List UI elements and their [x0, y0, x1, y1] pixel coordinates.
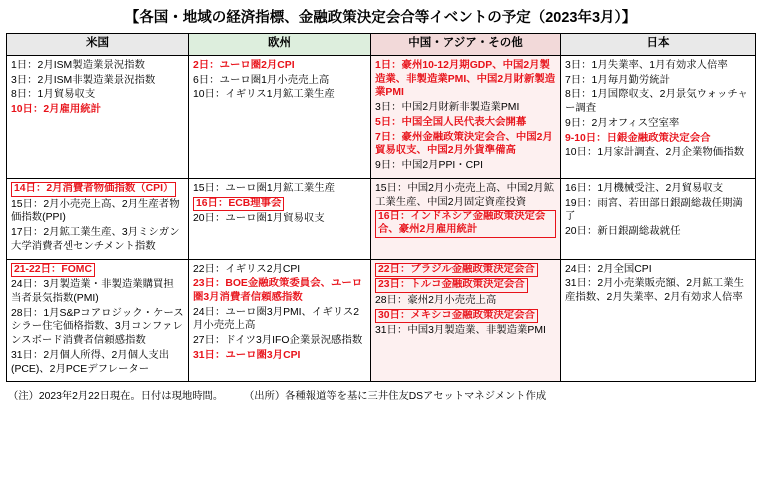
cell-jp-week1: [561, 56, 756, 179]
event-item: 10日：イギリス1月鉱工業生産: [193, 89, 335, 101]
event-calendar-table: [6, 33, 756, 382]
page-title-wrap: [6, 0, 755, 33]
page-title: 【各国・地域の経済指標、金融政策決定会合等イベントの予定（2023年3月）】: [124, 10, 637, 26]
event-item: 28日：1月S&Pコアロジック・ケースシラー住宅価格指数、3月コンファレンスボード消費者信頼感指数: [11, 307, 184, 347]
event-item: 1日：2月ISM製造業景況指数: [11, 60, 145, 71]
event-item: 15日：ユーロ圏1月鉱工業生産: [193, 182, 336, 194]
event-item-highlight: 16日：ECB理事会: [193, 197, 284, 212]
event-item: 10日：1月家計調査、2月企業物価指数: [565, 147, 744, 159]
event-item: 24日：ユーロ圏3月PMI、イギリス2月小売売上高: [193, 306, 360, 332]
event-item: [375, 210, 556, 237]
event-item: 3日：中国2月財新非製造業PMI: [375, 102, 520, 114]
event-item: 2日：ユーロ圏2月CPI: [193, 60, 295, 71]
cell-jp-week2: [561, 178, 756, 259]
event-item: 6日：ユーロ圏1月小売売上高: [193, 74, 330, 86]
footnote-note: （注）2023年2月22日現在。日付は現地時間。: [8, 391, 224, 403]
event-item: 20日：ユーロ圏1月貿易収支: [193, 213, 325, 225]
event-item-highlight: 22日：ブラジル金融政策決定会合: [375, 263, 538, 278]
event-item: 17日：2月鉱工業生産、3月ミシガン大学消費者센センチメント指数: [11, 227, 180, 252]
footnote: [6, 387, 755, 402]
event-item: 24日：2月全国CPI: [565, 263, 652, 275]
cell-us-week3: [7, 259, 189, 382]
column-header-asia: 中国・アジア・その他: [371, 34, 561, 56]
event-item: [193, 197, 366, 212]
table-row: [7, 178, 756, 259]
event-item-highlight: 16日：インドネシア金融政策決定会合、豪州2月雇用統計: [375, 210, 556, 237]
event-item: 3日：1月失業率、1月有効求人倍率: [565, 60, 728, 71]
event-item: 8日：1月国際収支、2月景気ウォッチャー調査: [565, 89, 748, 115]
event-item: [375, 263, 556, 278]
event-item: 3日：2月ISM非製造業景況指数: [11, 74, 156, 86]
cell-us-week2: [7, 178, 189, 259]
event-item: 20日：新日銀副総裁就任: [565, 226, 681, 238]
event-item-highlight: 30日：メキシコ金融政策決定会合: [375, 309, 538, 324]
event-item: 9日：2月オフィス空室率: [565, 117, 680, 129]
event-item: 15日：2月小売売上高、2月生産者物価指数(PPI): [11, 198, 180, 224]
table-header-row: [7, 34, 756, 56]
cell-asia-week1: [371, 56, 561, 179]
event-item: 9-10日：日銀金融政策決定会合: [565, 132, 711, 144]
event-item: 28日：豪州2月小売売上高: [375, 294, 497, 306]
event-item: 16日：1月機械受注、2月貿易収支: [565, 182, 724, 194]
event-item: 7日：1月毎月勤労統計: [565, 74, 671, 86]
cell-asia-week2: [371, 178, 561, 259]
event-item: [11, 263, 184, 278]
event-item: 7日：豪州金融政策決定会合、中国2月貿易収支、中国2月外貨準備高: [375, 131, 553, 157]
event-item: 10日：2月雇用統計: [11, 104, 102, 116]
event-item: 31日：2月個人所得、2月個人支出(PCE)、2月PCEデフレーター: [11, 349, 170, 375]
column-header-us: 米国: [7, 34, 189, 56]
event-item: [375, 309, 556, 324]
table-body: [7, 56, 756, 382]
event-item-highlight: 23日：トルコ金融政策決定会合: [375, 278, 528, 293]
event-item: 27日：ドイツ3月IFO企業景況感指数: [193, 335, 363, 347]
event-item: 15日：中国2月小売売上高、中国2月鉱工業生産、中国2月固定資産投資: [375, 182, 554, 208]
event-item: 9日：中国2月PPI・CPI: [375, 160, 483, 172]
event-item: [11, 182, 184, 197]
event-item-highlight: 14日：2月消費者物価指数（CPI）: [11, 182, 176, 197]
event-item: 31日：ユーロ圏3月CPI: [193, 349, 301, 361]
table-row: [7, 259, 756, 382]
event-item: 1日：豪州10-12月期GDP、中国2月製造業、非製造業PMI、中国2月財新製造業PMI: [375, 60, 556, 99]
column-header-jp: 日本: [561, 34, 756, 56]
event-item: 31日：2月小売業販売額、2月鉱工業生産指数、2月失業率、2月有効求人倍率: [565, 278, 744, 303]
cell-eu-week2: [189, 178, 371, 259]
event-item: 22日：イギリス2月CPI: [193, 263, 301, 275]
event-item: 8日：1月貿易収支: [11, 89, 96, 101]
footnote-source: （出所）各種報道等を基に三井住友DSアセットマネジメント作成: [249, 391, 547, 403]
cell-eu-week1: [189, 56, 371, 179]
column-header-eu: 欧州: [189, 34, 371, 56]
cell-eu-week3: [189, 259, 371, 382]
event-item: 23日：BOE金融政策委員会、ユーロ圏3月消費者信頼感指数: [193, 278, 363, 303]
cell-jp-week3: [561, 259, 756, 382]
cell-asia-week3: [371, 259, 561, 382]
cell-us-week1: [7, 56, 189, 179]
table-row: [7, 56, 756, 179]
event-item: 24日：3月製造業・非製造業購買担当者景気指数(PMI): [11, 279, 174, 304]
event-item-highlight: 21-22日：FOMC: [11, 263, 95, 278]
event-item: [375, 278, 556, 293]
event-item: 31日：中国3月製造業、非製造業PMI: [375, 325, 546, 337]
event-item: 19日：雨宮、若田部日銀副総裁任期満了: [565, 197, 743, 223]
event-item: 5日：中国全国人民代表大会開幕: [375, 116, 527, 128]
